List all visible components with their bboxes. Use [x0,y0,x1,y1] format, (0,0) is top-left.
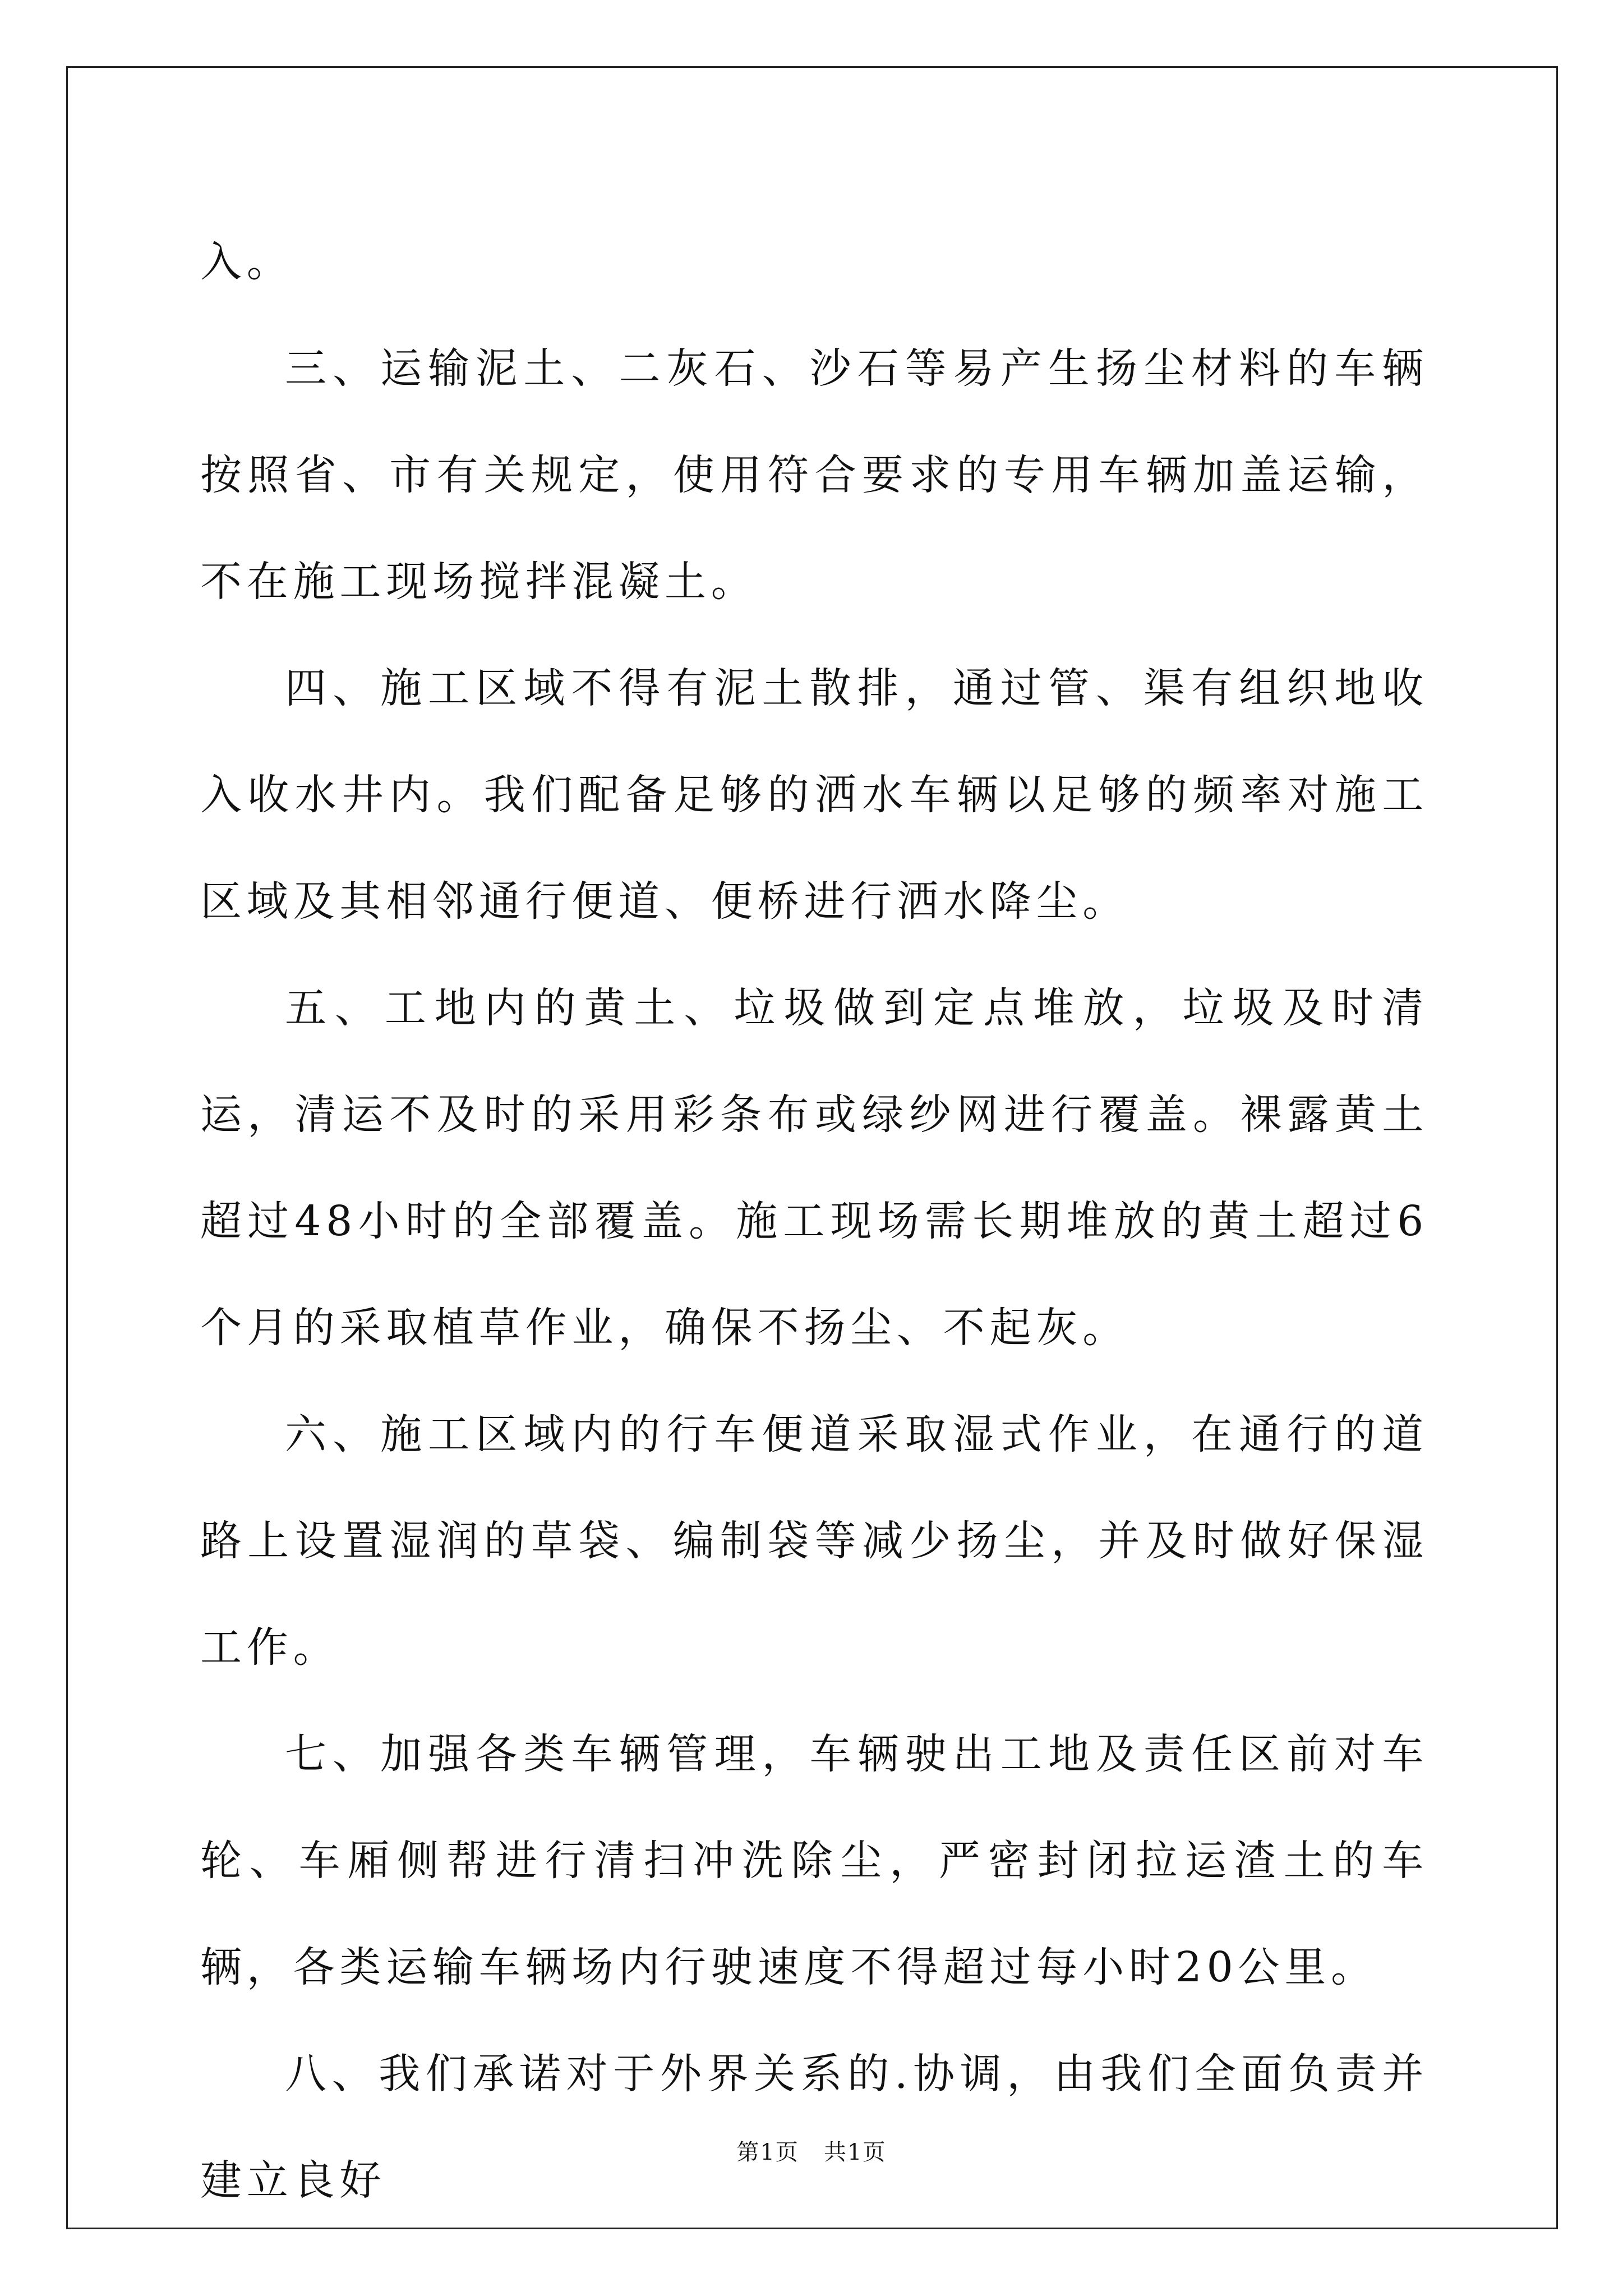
page-number-footer: 第1页 共1页 [736,2139,887,2165]
document-body [200,209,1428,2234]
paragraph-item-8: 八、我们承诺对于外界关系的.协调，由我们全面负责并建立良好 [200,2050,1428,2205]
paragraph-item-4: 四、施工区域不得有泥土散排，通过管、渠有组织地收入收水井内。我们配备足够的洒水车辆以足够的频率对施工区域及其相邻通行便道、便桥进行洒水降尘。 [200,664,1428,926]
paragraph-item-6: 六、施工区域内的行车便道采取湿式作业，在通行的道路上设置湿润的草袋、编制袋等减少扬尘，并及时做好保湿工作。 [200,1410,1428,1672]
paragraph-item-3: 三、运输泥土、二灰石、沙石等易产生扬尘材料的车辆按照省、市有关规定，使用符合要求的专用车辆加盖运输，不在施工现场搅拌混凝土。 [200,344,1428,606]
paragraph-continuation: 入。 [200,238,293,286]
paragraph-item-7: 七、加强各类车辆管理，车辆驶出工地及责任区前对车轮、车厢侧帮进行清扫冲洗除尘，严密封闭拉运渣土的车辆，各类运输车辆场内行驶速度不得超过每小时20公里。 [200,1730,1428,1991]
paragraph-item-5: 五、工地内的黄土、垃圾做到定点堆放，垃圾及时清运，清运不及时的采用彩条布或绿纱网进行覆盖。裸露黄土超过48小时的全部覆盖。施工现场需长期堆放的黄土超过6个月的采取植草作业，确保不扬尘、不起灰。 [200,984,1428,1352]
